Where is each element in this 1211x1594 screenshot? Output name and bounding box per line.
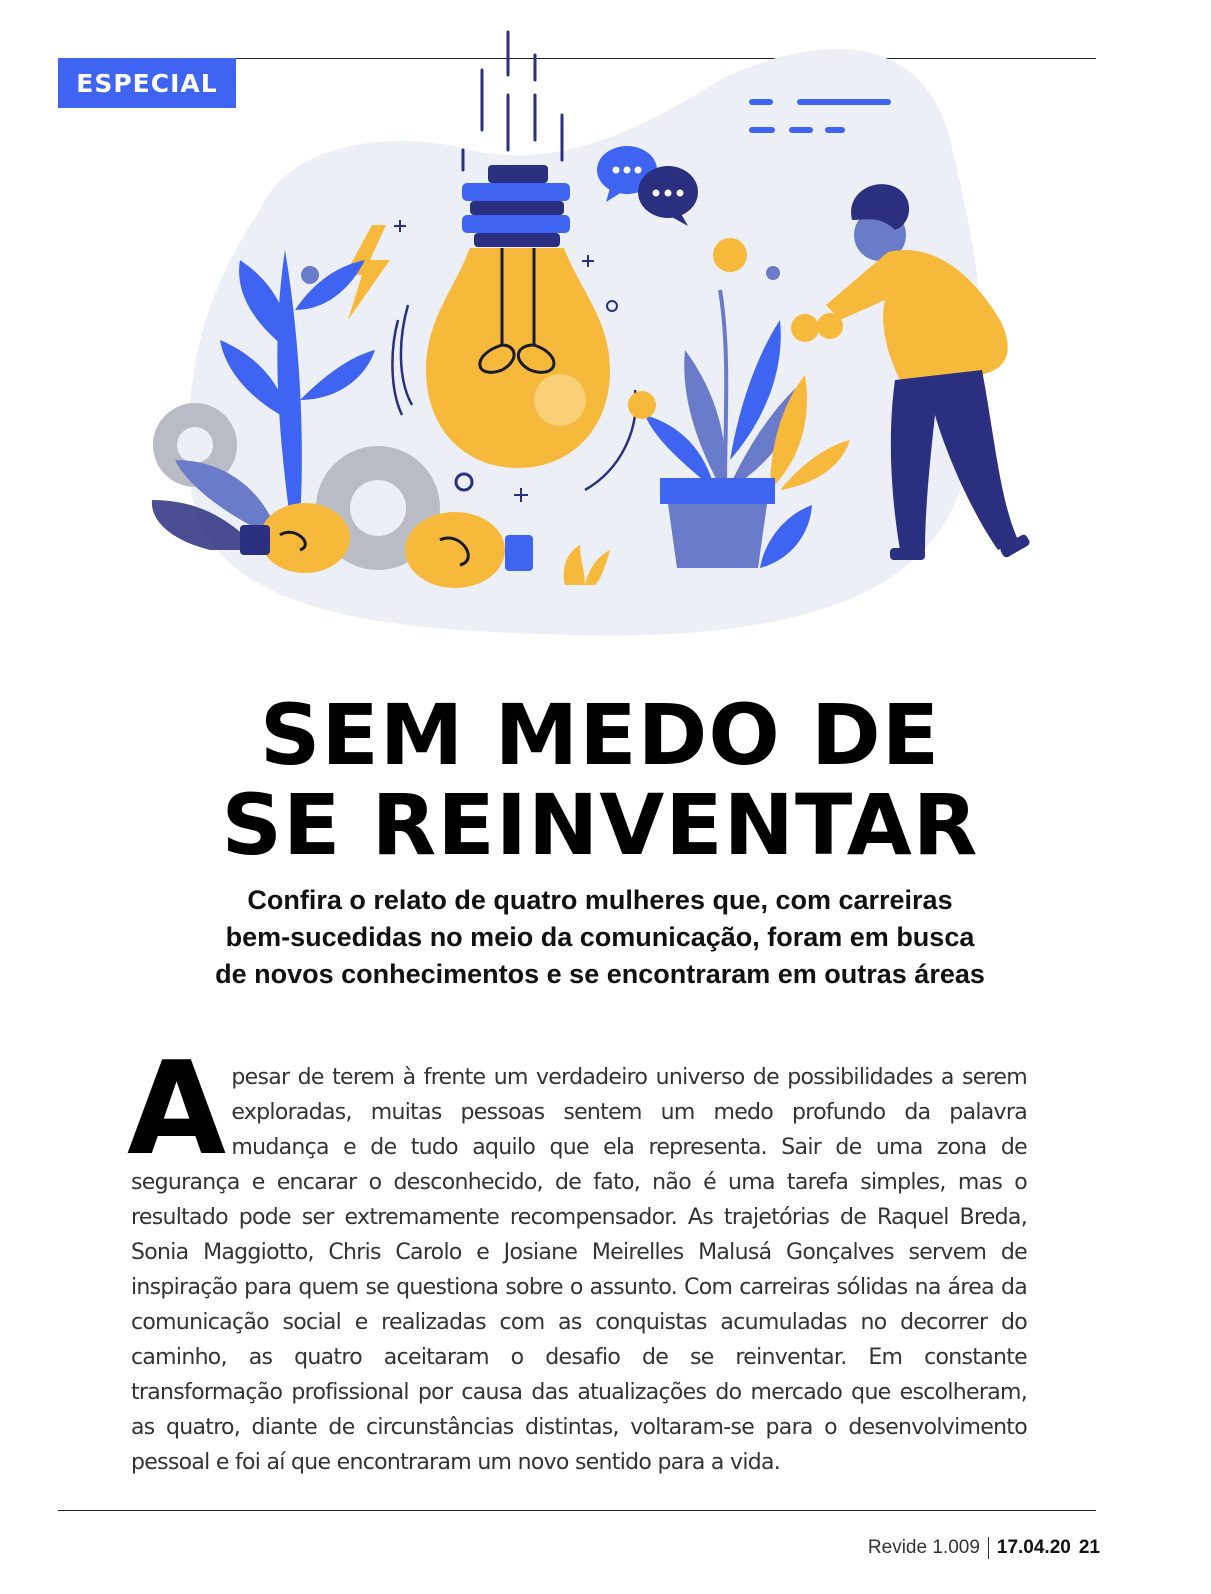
page-number: 21 — [1078, 1537, 1100, 1558]
section-tag: ESPECIAL — [58, 58, 236, 108]
headline-line-2: SE REINVENTAR — [221, 776, 979, 874]
article-subhead — [110, 882, 1090, 993]
subhead-line-2: bem-sucedidas no meio da comunicação, foram em busca — [225, 922, 975, 952]
cord-lines-icon — [463, 32, 562, 170]
body-paragraph: pesar de terem à frente um verdadeiro universo de possibilidades a serem exploradas, muitas pessoas sentem um medo profundo da palavra mudança e de tudo aquilo que ela representa. Sair de uma zona de segurança e encarar o desconhecido, de fato, não é uma tarefa simples, mas o resultado pode ser extremamente recompensador. As trajetórias de Raquel Breda, Sonia Maggiotto, Chris Carolo e Josiane Meirelles Malusá Gonçalves servem de inspiração para quem se questiona sobre o assunto. Com carreiras sólidas na área da comunicação social e realizadas com as conquistas acumuladas no decorrer do caminho, as quatro aceitaram o desafio de se reinventar. Em constante transformação profissional por causa das atualizações do mercado que escolheram, as quatro, diante de circunstâncias distintas, voltaram-se para o desenvolvimento pessoal e foi aí que encontraram um novo sentido para a vida. — [131, 1065, 1027, 1475]
article-body — [127, 1035, 1027, 1480]
publication-issue: Revide 1.009 — [867, 1537, 980, 1558]
article-headline — [60, 686, 1140, 874]
subhead-line-1: Confira o relato de quatro mulheres que, com carreiras — [247, 885, 953, 915]
drop-cap: A — [127, 1035, 226, 1184]
publication-date: 17.04.20 — [996, 1537, 1071, 1558]
subhead-line-3: de novos conhecimentos e se encontraram em outras áreas — [215, 959, 985, 989]
article-illustration — [140, 20, 1060, 660]
page-footer — [868, 1537, 1100, 1559]
bottom-rule — [58, 1510, 1096, 1511]
footer-separator — [988, 1537, 989, 1559]
headline-line-1: SEM MEDO DE — [259, 686, 941, 784]
